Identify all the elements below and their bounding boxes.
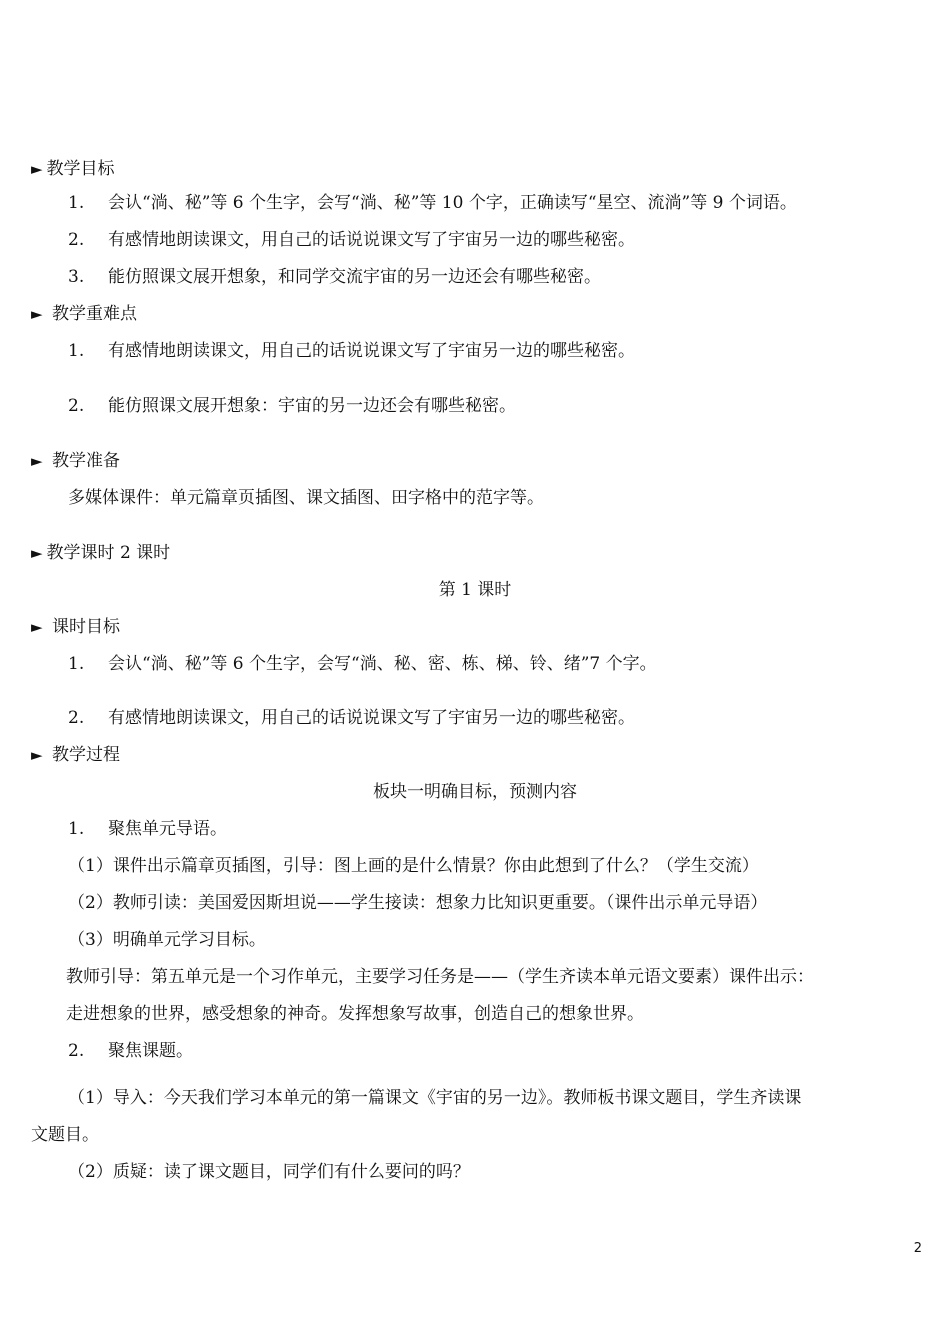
lesson-title: 第 1 课时 — [438, 580, 512, 600]
sub-item: （2）教师引读：美国爱因斯坦说——学生接读：想象力比知识更重要。（课件出示单元导语） — [68, 893, 768, 913]
preparation-text: 多媒体课件：单元篇章页插图、课文插图、田字格中的范字等。 — [68, 488, 544, 508]
paragraph-line: 文题目。 — [31, 1125, 99, 1145]
triangle-bullet-icon: ► — [31, 618, 43, 636]
paragraph-line: （1）导入：今天我们学习本单元的第一篇课文《宇宙的另一边》。教师板书课文题目，学生齐读课 — [68, 1088, 802, 1108]
list-item: 2. 聚焦课题。 — [68, 1041, 193, 1061]
section-heading-process: ► 教学过程 — [31, 745, 120, 765]
triangle-bullet-icon: ► — [31, 544, 43, 562]
triangle-bullet-icon: ► — [31, 160, 43, 178]
list-item: 2. 有感情地朗读课文，用自己的话说说课文写了宇宙另一边的哪些秘密。 — [68, 230, 635, 250]
sub-item: （2）质疑：读了课文题目，同学们有什么要问的吗？ — [68, 1162, 470, 1182]
triangle-bullet-icon: ► — [31, 452, 43, 470]
section-heading-hours: ► 教学课时 2 课时 — [31, 543, 171, 563]
section-heading-goals: ► 教学目标 — [31, 159, 115, 179]
list-item: 3. 能仿照课文展开想象，和同学交流宇宙的另一边还会有哪些秘密。 — [68, 267, 601, 287]
triangle-bullet-icon: ► — [31, 305, 43, 323]
list-item: 1. 会认“淌、秘”等 6 个生字，会写“淌、秘、密、栋、梯、铃、绪”7 个字。 — [68, 654, 657, 674]
page-number: 2 — [913, 1241, 922, 1256]
sub-item: （3）明确单元学习目标。 — [68, 930, 266, 950]
sub-item: （1）课件出示篇章页插图，引导：图上画的是什么情景？你由此想到了什么？（学生交流） — [68, 856, 759, 876]
list-item: 2. 有感情地朗读课文，用自己的话说说课文写了宇宙另一边的哪些秘密。 — [68, 708, 635, 728]
block-title: 板块一明确目标，预测内容 — [373, 782, 577, 802]
list-item: 1. 会认“淌、秘”等 6 个生字，会写“淌、秘”等 10 个字，正确读写“星空、流淌”等 9 个词语。 — [68, 193, 797, 213]
triangle-bullet-icon: ► — [31, 746, 43, 764]
section-heading-preparation: ► 教学准备 — [31, 451, 120, 471]
paragraph-line: 走进想象的世界，感受想象的神奇。发挥想象写故事，创造自己的想象世界。 — [66, 1004, 644, 1024]
section-heading-lesson-goals: ► 课时目标 — [31, 617, 120, 637]
list-item: 1. 有感情地朗读课文，用自己的话说说课文写了宇宙另一边的哪些秘密。 — [68, 341, 635, 361]
paragraph-line: 教师引导：第五单元是一个习作单元，主要学习任务是——（学生齐读本单元语文要素）课件出示： — [66, 967, 814, 987]
list-item: 2. 能仿照课文展开想象：宇宙的另一边还会有哪些秘密。 — [68, 396, 516, 416]
list-item: 1. 聚焦单元导语。 — [68, 819, 227, 839]
section-heading-key-points: ► 教学重难点 — [31, 304, 137, 324]
